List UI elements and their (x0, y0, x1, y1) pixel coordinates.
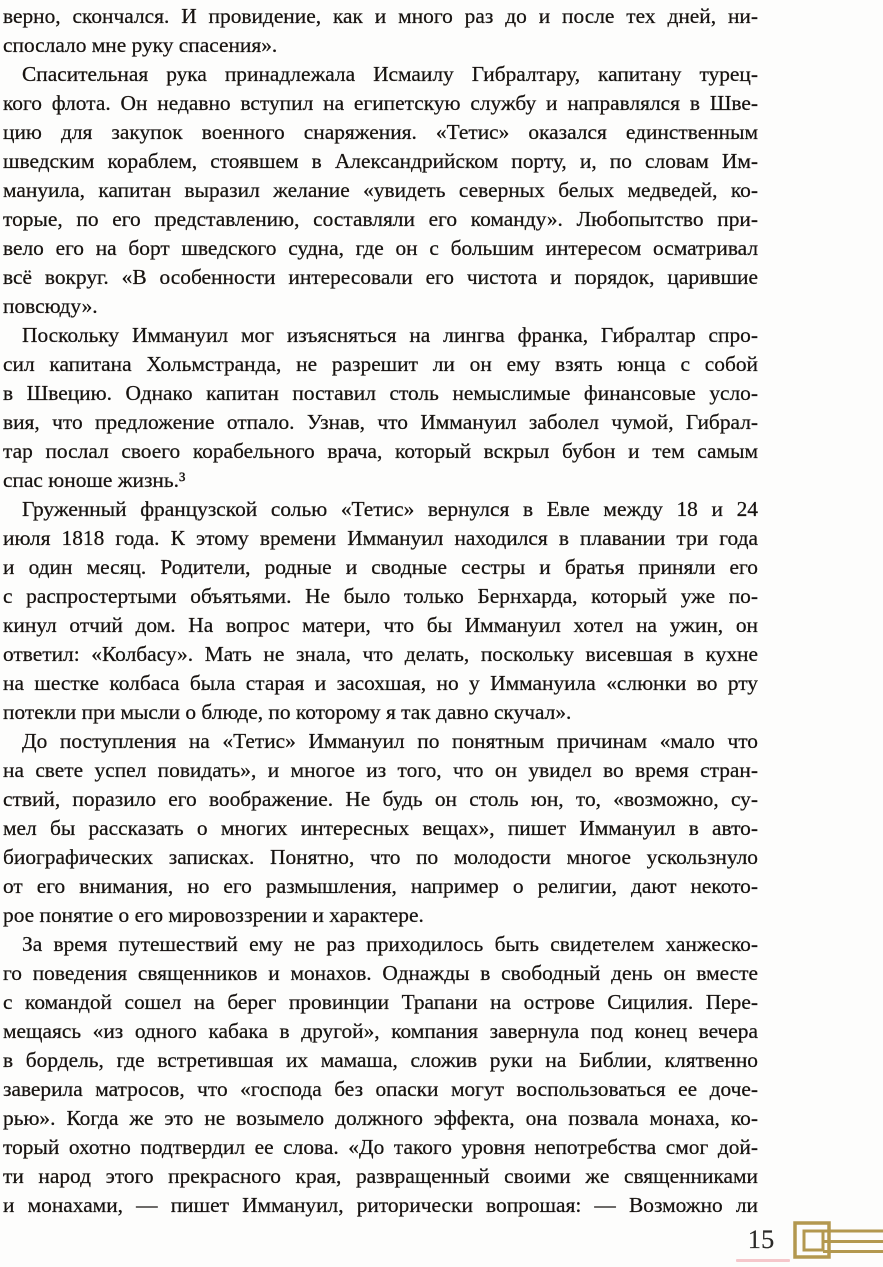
page-number: 15 (747, 1224, 775, 1254)
text-line: ти народ этого прекрасного края, развращенный своими же священниками (3, 1164, 758, 1188)
corner-ornament-icon (791, 1216, 883, 1262)
text-line: вело его на борт шведского судна, где он с большим интересом осматривал (3, 236, 758, 260)
paragraph (3, 930, 758, 1220)
text-line: мануила, капитан выразил желание «увидеть северных белых медведей, ко- (3, 178, 758, 202)
page-footer (0, 1214, 883, 1267)
pink-underline-decoration (736, 1259, 790, 1262)
text-line: всё вокруг. «В особенности интересовали его чистота и порядок, царившие (3, 265, 758, 289)
text-line: рью». Когда же это не возымело должного эффекта, она позвала монаха, ко- (3, 1106, 758, 1130)
text-line: торый охотно подтвердил ее слова. «До такого уровня непотребства смог дой- (3, 1135, 758, 1159)
text-line: го поведения священников и монахов. Однажды в свободный день он вместе (3, 961, 758, 985)
text-line: и монахами, — пишет Иммануил, риторически вопрошая: — Возможно ли (3, 1193, 758, 1217)
text-line: Спасительная рука принадлежала Исмаилу Гибралтару, капитану турец- (22, 62, 758, 86)
text-line: на шестке колбаса была старая и засохшая, но у Иммануила «слюнки во рту (3, 671, 758, 695)
page-text (3, 2, 758, 1220)
text-line: ствий, поразило его воображение. Не будь он столь юн, то, «возможно, су- (3, 787, 758, 811)
paragraph (3, 495, 758, 727)
text-line: на свете успел повидать», и многое из того, что он увидел во время стран- (3, 758, 758, 782)
text-line: Поскольку Иммануил мог изъясняться на лингва франка, Гибралтар спро- (22, 323, 758, 347)
text-line: вия, что предложение отпало. Узнав, что Иммануил заболел чумой, Гибрал- (3, 410, 758, 434)
paragraph (3, 60, 758, 321)
text-line: мещаясь «из одного кабака в другой», компания завернула под конец вечера (3, 1019, 758, 1043)
text-line: спослало мне руку спасения». (3, 33, 278, 57)
text-line: До поступления на «Тетис» Иммануил по понятным причинам «мало что (22, 729, 758, 753)
text-line: цию для закупок военного снаряжения. «Тетис» оказался единственным (3, 120, 758, 144)
text-line: июля 1818 года. К этому времени Иммануил находился в плавании три года (3, 526, 758, 550)
text-line: ответил: «Колбасу». Мать не знала, что делать, поскольку висевшая в кухне (3, 642, 758, 666)
text-line: мел бы рассказать о многих интересных вещах», пишет Иммануил в авто- (3, 816, 758, 840)
text-line: в бордель, где встретившая их мамаша, сложив руки на Библии, клятвенно (3, 1048, 758, 1072)
paragraph (3, 321, 758, 495)
text-line: биографических записках. Понятно, что по молодости многое ускользнуло (3, 845, 758, 869)
text-line: кого флота. Он недавно вступил на египетскую службу и направлялся в Шве- (3, 91, 758, 115)
paragraph (3, 2, 758, 60)
text-line: с распростертыми объятьями. Не было только Бернхарда, который уже по- (3, 584, 758, 608)
text-line: с командой сошел на берег провинции Трапани на острове Сицилия. Пере- (3, 990, 758, 1014)
text-line: За время путешествий ему не раз приходилось быть свидетелем ханжеско- (22, 932, 758, 956)
text-line: спас юноше жизнь.³ (3, 468, 186, 492)
text-line: в Швецию. Однако капитан поставил столь немыслимые финансовые усло- (3, 381, 758, 405)
text-line: и один месяц. Родители, родные и сводные сестры и братья приняли его (3, 555, 758, 579)
text-line: рое понятие о его мировоззрении и характере. (3, 903, 424, 927)
text-line: кинул отчий дом. На вопрос матери, что бы Иммануил хотел на ужин, он (3, 613, 758, 637)
text-line: сил капитана Хольмстранда, не разрешит ли он ему взять юнца с собой (3, 352, 758, 376)
paragraph (3, 727, 758, 930)
text-line: заверила матросов, что «господа без опаски могут воспользоваться ее доче- (3, 1077, 758, 1101)
text-line: торые, по его представлению, составляли его команду». Любопытство при- (3, 207, 758, 231)
text-line: верно, скончался. И провидение, как и много раз до и после тех дней, ни- (3, 4, 758, 28)
text-line: Груженный французской солью «Тетис» вернулся в Евле между 18 и 24 (22, 497, 758, 521)
text-line: повсюду». (3, 294, 98, 318)
text-line: потекли при мысли о блюде, по которому я так давно скучал». (3, 700, 572, 724)
text-line: шведским кораблем, стоявшем в Александрийском порту, и, по словам Им- (3, 149, 758, 173)
text-line: тар послал своего корабельного врача, который вскрыл бубон и тем самым (3, 439, 758, 463)
text-line: от его внимания, но его размышления, например о религии, дают некото- (3, 874, 758, 898)
